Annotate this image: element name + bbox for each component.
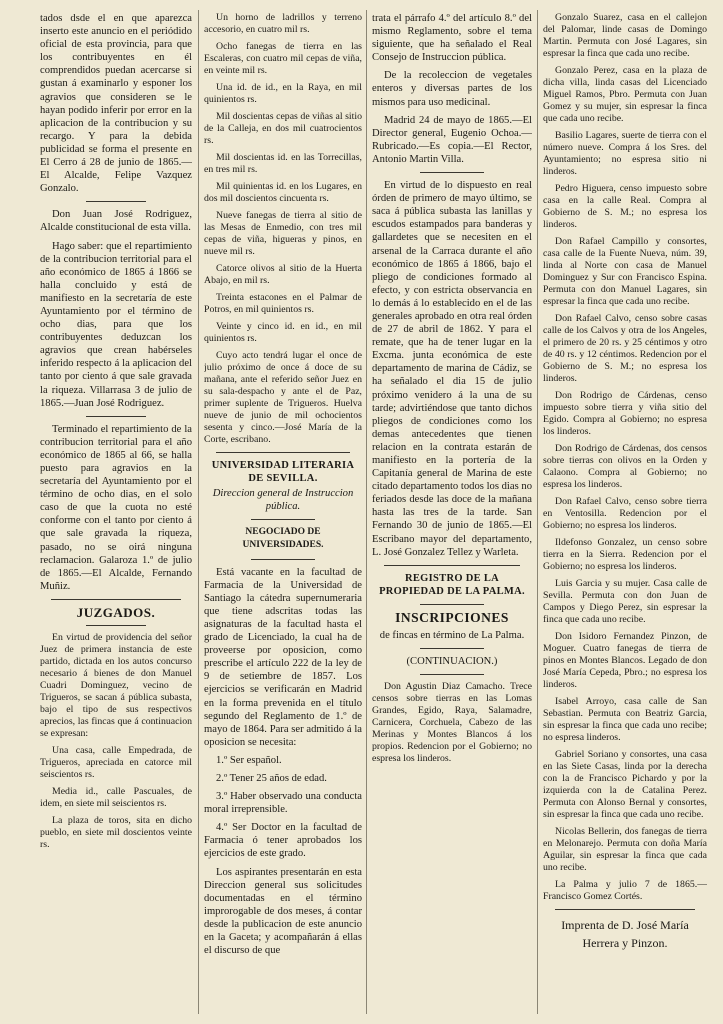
paragraph: 2.º Tener 25 años de edad. (216, 772, 327, 784)
paragraph: Treinta estacones en el Palmar de Potros, en mil quinientos rs. (204, 292, 362, 315)
separator (86, 416, 147, 417)
paragraph: En virtud de providencia del señor Juez de primera instancia de este partido, dictada en los autos concurso necesario á bienes de don Manuel Cuadri Dominguez, vecino de Trigueros, se sacan á pública subasta, bajo el tipo de sus respectivos aprecios, las fincas que á continuacion se expresan: (40, 632, 192, 740)
paragraph: Don Rodrigo de Cárdenas, dos censos sobre tierras con olivos en la Orden y Calaono. Compra al Gobierno; no espresa los linderos. (543, 443, 707, 490)
paragraph: Mil doscientas id. en las Torrecillas, en tres mil rs. (204, 152, 362, 175)
paragraph: Hago saber: que el repartimiento de la contribucion territorial para el año económico de 1865 á 1866 se halla concluido y está de manifiesto en la secretaría de este Ayuntamiento por el término de ocho dias, para que los contribuyentes deduzcan los agravios que crean habérseles inferido respecto á la aplicacion del tanto por ciento á que sale gravada la riqueza. Villarrasa 3 de julio de 1865.—Juan José Rodriguez. (40, 240, 192, 409)
paragraph: Pedro Higuera, censo impuesto sobre casa en la calle Real. Compra al Gobierno de S. M.; no espresa los linderos. (543, 183, 707, 230)
column-3 (372, 12, 532, 1012)
separator (384, 565, 520, 566)
paragraph: 4.º Ser Doctor en la facultad de Farmacia ó tener aprobados los ejercicios de este grado. (204, 822, 362, 860)
separator (216, 452, 350, 453)
paragraph: Terminado el repartimiento de la contribucion territorial para el año económico de 1865 al 66, se halla puesto para agravios en la secretaría del Ayuntamiento por el término de ocho dias, en el solo caso de que la cuota no esté conforme con el tanto por ciento á que sale gravada la riqueza, pasado, no se oirá ninguna reclamacion. Galaroza 1.º de julio de 1865.—El Alcalde, Fernando Muñiz. (40, 423, 192, 592)
paragraph: trata el párrafo 4.º del artículo 8.º del mismo Reglamento, sobre el tema siguiente, que ha señalado el Real Consejo de Instruccion pública. (372, 13, 532, 64)
paragraph: Mil doscientas cepas de viñas al sitio de la Calleja, en dos mil cuatrocientos rs. (204, 111, 362, 146)
subheading: de fincas en término de La Palma. (379, 630, 525, 642)
separator (251, 559, 314, 560)
paragraph: Don Rafael Campillo y consortes, casa calle de la Fuente Nueva, núm. 39, linda al Norte con casa de Manuel Dominguez y Sur con Francisco Espina. Permuta con don Manuel Lagares, sin espresar la finca que cada uno recibe. (543, 236, 707, 307)
paragraph: Veinte y cinco id. en id., en mil quinientos rs. (204, 321, 362, 344)
paragraph: Cuyo acto tendrá lugar el once de julio próximo de once á doce de su mañana, ante el referido señor Juez en su sala-despacho y ante el de Paz, primer suplente de Trigueros. Huelva nueve de junio de mil ochocientos sesenta y cinco.—José María de la Corte, escribano. (204, 350, 362, 445)
paragraph: tados dsde el en que aparezca inserto este anuncio en el periódido oficial de esta provincia, para que los contribuyentes en él comprendidos puedan acercarse si gustan á examinarlo y esponer los agravios que consideren se le hayan podido inferir por error en la aplicacion de la contribucion y su recargo. Y para la debida publicidad se forma el presente en El Cerro á 28 de junio de 1865.—El Alcalde, Felipe Vazquez Gonzalo. (40, 13, 192, 195)
paragraph: Gonzalo Suarez, casa en el callejon del Palomar, linde casas de Domingo Martin. Permuta con José Lagares, sin espresar la finca que cada uno recibe. (543, 12, 707, 59)
imprint: Imprenta de D. José María Herrera y Pinzon. (561, 918, 689, 950)
paragraph: De la recoleccion de vegetales enteros y diversas partes de los mismos para uso medicinal. (372, 70, 532, 108)
paragraph: Una id. de id., en la Raya, en mil quinientos rs. (204, 82, 362, 105)
paragraph: Nicolas Bellerin, dos fanegas de tierra en Melonarejo. Permuta con doña María Aguilar, sin espresar la finca que cada uno recibe. (543, 826, 707, 873)
column-1 (40, 12, 192, 1012)
column-4 (543, 12, 707, 1012)
paragraph: Basilio Lagares, suerte de tierra con el número nueve. Compra á los Sres. del Ayuntamiento; no espresa sitio ni linderos. (543, 130, 707, 177)
paragraph: Los aspirantes presentarán en esta Direccion general sus solicitudes documentadas en el término improrogable de dos meses, á contar desde la publicacion de este anuncio en la Gaceta; y acompañarán á ellas el discurso de que (204, 866, 362, 957)
section-heading-juzgados: JUZGADOS. (76, 604, 156, 620)
subheading: Direccion general de Instruccion pública. (212, 488, 354, 513)
column-rule (198, 10, 199, 1014)
separator (51, 599, 180, 600)
paragraph: Gonzalo Perez, casa en la plaza de dicha villa, linda casas del Licenciado Miguel Ramos, Pbro. Permuta con Juan Gomez y su mujer, sin espresar la finca que cada uno recibe. (543, 65, 707, 124)
paragraph: En virtud de lo dispuesto en real órden de primero de mayo último, se saca á pública subasta las lanillas y escudos estampados para banderas y gallardetes que se necesiten en el arsenal de la Carraca durante el año económico de 1865 á 1866, bajo el pliego de condiciones formado al efecto, y con estricta observancia en lo demás á lo establecido en el de las generales aprobado en otra real órden de 27 de abril de 1862. Y para el remate, que ha de tener lugar en la Excma. junta económica de este departamento de marina de Cádiz, se ha señalado el dia 15 de julio próximo venidero á la una de su tarde; advirtiéndose que tanto dichos pliegos de condiciones como los demas antecedentes que tienen relacion en la contrata estarán de manifiesto en la portería de la Capitanía general de Marina de este citado departamento todos los dias no feriados desde las doce de la mañana hasta las tres de la tarde. San Fernando 30 de junio de 1865.—El Escribano mayor del departamento, L. José Gonzalez Tellez y Warleta. (372, 180, 532, 558)
paragraph: Don Rafael Calvo, censo sobre casas calle de los Calvos y otra de los Angeles, el primero de 20 rs. y 25 céntimos y otro de 40 rs. y 12 céntimos. Redencion por el Gobierno de S. M.; no espresa los linderos. (543, 313, 707, 384)
paragraph: Mil quinientas id. en los Lugares, en dos mil doscientos cincuenta rs. (204, 181, 362, 204)
separator (555, 909, 694, 910)
section-heading-universidad: UNIVERSIDAD LITERARIA DE SEVILLA. (211, 460, 355, 485)
paragraph: Nueve fanegas de tierra al sitio de las Mesas de Enmedio, con tres mil cepas de viña, higueras y pinos, en nueve mil rs. (204, 210, 362, 257)
paragraph: Isabel Arroyo, casa calle de San Sebastian. Permuta con Beatriz Garcia, sin espresar la finca que cada uno recibe; no espresa linderos. (543, 696, 707, 743)
separator (420, 674, 484, 675)
inscripciones-heading: INSCRIPCIONES (395, 609, 509, 625)
continuacion-label: (CONTINUACION.) (406, 656, 498, 668)
paragraph: Don Agustin Diaz Camacho. Trece censos sobre tierras en las Lomas Grandes, Egido, Raya, Salamadre, Carnicera, Corchuela, Cabezo de las Merinas y Montes Blancos á los propios. Redencion por el Gobierno; no espresa los linderos. (372, 681, 532, 765)
separator (86, 201, 147, 202)
paragraph: Luis Garcia y su mujer. Casa calle de Sevilla. Permuta con don Juan de Campos y Diego Perez, sin espresar la finca que cada uno recibe. (543, 578, 707, 625)
paragraph: Gabriel Soriano y consortes, una casa en las Siete Casas, linda por la derecha con la de Francisco Pichardo y por la izquierda con la de Catalina Perez. Permuta con Alonso Bernal y consortes, sin espresar la finca que cada uno recibe. (543, 749, 707, 820)
paragraph: Don Juan José Rodriguez, Alcalde constitucional de esta villa. (40, 209, 192, 234)
separator (420, 172, 484, 173)
separator (420, 648, 484, 649)
separator (251, 519, 314, 520)
separator (420, 604, 484, 605)
paragraph: Don Rodrigo de Cárdenas, censo impuesto sobre tierra y viña sitio del Egido. Compra al Gobierno; no espresa los linderos. (543, 390, 707, 437)
paragraph: Don Isidoro Fernandez Pinzon, de Moguer. Cuatro fanegas de tierra de pinos en Montes Blancos. Legado de don José María Cepeda, Pbro.; no espresa los linderos. (543, 631, 707, 690)
paragraph: Una casa, calle Empedrada, de Trigueros, apreciada en catorce mil seiscientos rs. (40, 745, 192, 781)
paragraph: Está vacante en la facultad de Farmacia de la Universidad de Santiago la cátedra supernumeraria que tiene adscritas todas las asignaturas de la facultad hasta el grado de Licenciado, la cual ha de proveerse por oposicion, como prescribe el artículo 222 de la ley de 9 de setiembre de 1857. Los ejercicios se verificarán en Madrid en la forma prevenida en el título segundo del Reglamento de 1.º de mayo de 1864. Para ser admitido á la oposicion se necesita: (204, 566, 362, 748)
paragraph: 3.º Haber observado una conducta moral irreprensible. (204, 791, 362, 816)
column-2 (204, 12, 362, 1012)
signature-line: La Palma y julio 7 de 1865.—Francisco Gomez Cortés. (543, 879, 707, 902)
column-rule (537, 10, 538, 1014)
paragraph: Un horno de ladrillos y terreno accesorio, en cuatro mil rs. (204, 12, 362, 35)
paragraph: La plaza de toros, sita en dicho pueblo, en siete mil doscientos veinte rs. (40, 815, 192, 851)
paragraph: Media id., calle Pascuales, de idem, en siete mil seiscientos rs. (40, 786, 192, 810)
section-heading-registro: REGISTRO DE LA PROPIEDAD DE LA PALMA. (379, 572, 525, 597)
paragraph: Catorce olivos al sitio de la Huerta Abajo, en mil rs. (204, 263, 362, 286)
paragraph: Ocho fanegas de tierra en las Escaleras, con cuatro mil cepas de viña, en veinte mil rs. (204, 41, 362, 76)
subheading: NEGOCIADO DE UNIVERSIDADES. (242, 527, 324, 551)
paragraph: 1.º Ser español. (216, 754, 282, 766)
paragraph: Ildefonso Gonzalez, un censo sobre tierra en la Sierra. Redencion por el Gobierno; no espresa los linderos. (543, 537, 707, 572)
paragraph: Madrid 24 de mayo de 1865.—El Director general, Eugenio Ochoa.—Rubricado.—Es copia.—El Rector, Antonio Martin Villa. (372, 114, 532, 165)
separator (86, 625, 147, 626)
paragraph: Don Rafael Calvo, censo sobre tierra en Ventosilla. Redencion por el Gobierno; no espresa los linderos. (543, 496, 707, 531)
column-rule (366, 10, 367, 1014)
